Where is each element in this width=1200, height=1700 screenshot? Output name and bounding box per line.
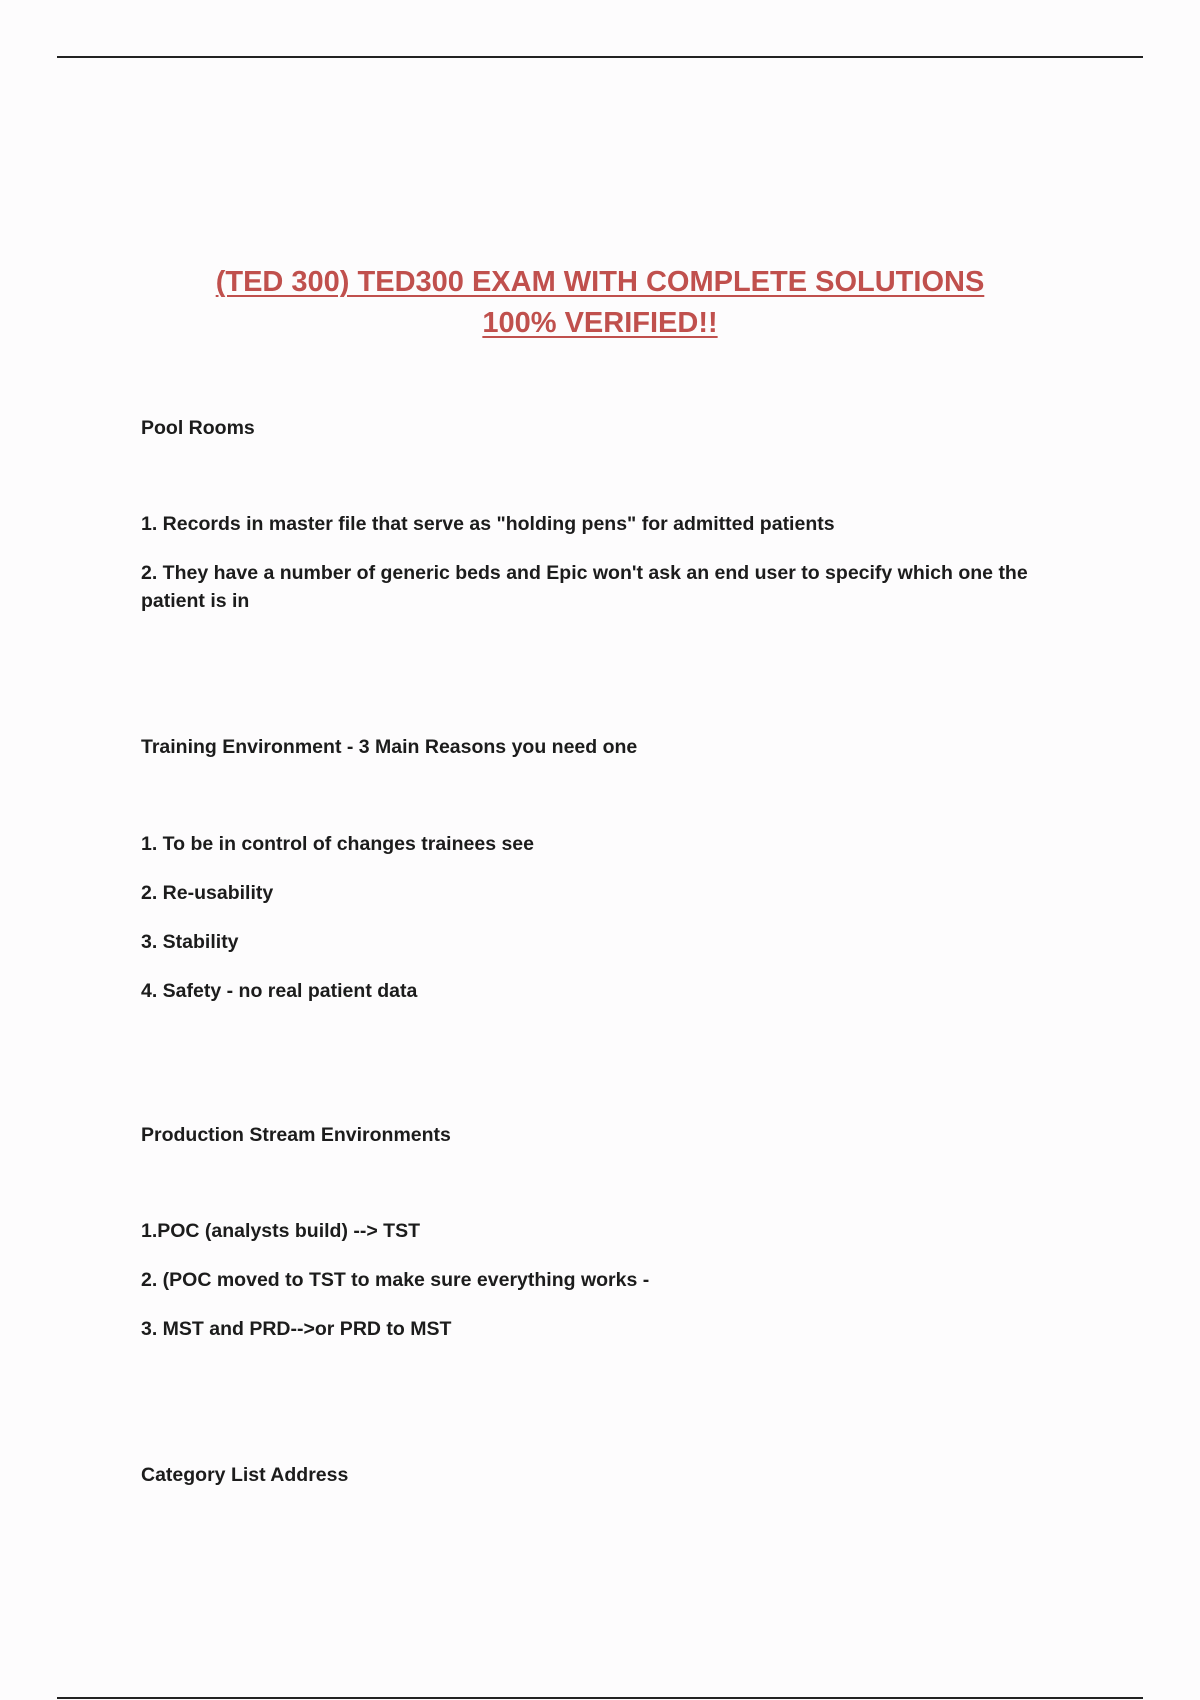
section-pool-rooms-heading	[141, 414, 1081, 442]
footer-rule	[57, 1697, 1143, 1699]
section-training-items	[141, 830, 1081, 1026]
list-item: 1. Records in master file that serve as "holding pens" for admitted patients	[141, 513, 835, 535]
header-rule	[57, 56, 1143, 58]
list-item: 2. They have a number of generic beds and Epic won't ask an end user to specify which one the patient is in	[141, 562, 1028, 612]
section-heading: Category List Address	[141, 1464, 349, 1486]
section-training-heading	[141, 733, 1081, 761]
section-pool-rooms-items	[141, 510, 1081, 636]
section-heading: Training Environment - 3 Main Reasons you need one	[141, 736, 638, 758]
list-item: 3. Stability	[141, 931, 239, 953]
list-item: 4. Safety - no real patient data	[141, 980, 418, 1002]
section-heading: Production Stream Environments	[141, 1124, 451, 1146]
section-production-items	[141, 1217, 1081, 1364]
list-item: 2. Re-usability	[141, 882, 274, 904]
list-item: 1.POC (analysts build) --> TST	[141, 1220, 420, 1242]
title-line-1: (TED 300) TED300 EXAM WITH COMPLETE SOLUTIONS	[215, 266, 985, 298]
document-title	[0, 262, 1200, 344]
section-heading: Pool Rooms	[141, 417, 255, 439]
title-line-2: 100% VERIFIED!!	[482, 307, 718, 339]
section-category-heading	[141, 1461, 1081, 1489]
section-production-heading	[141, 1121, 1081, 1149]
list-item: 3. MST and PRD-->or PRD to MST	[141, 1318, 452, 1340]
list-item: 2. (POC moved to TST to make sure everything works -	[141, 1269, 650, 1291]
list-item: 1. To be in control of changes trainees see	[141, 833, 534, 855]
